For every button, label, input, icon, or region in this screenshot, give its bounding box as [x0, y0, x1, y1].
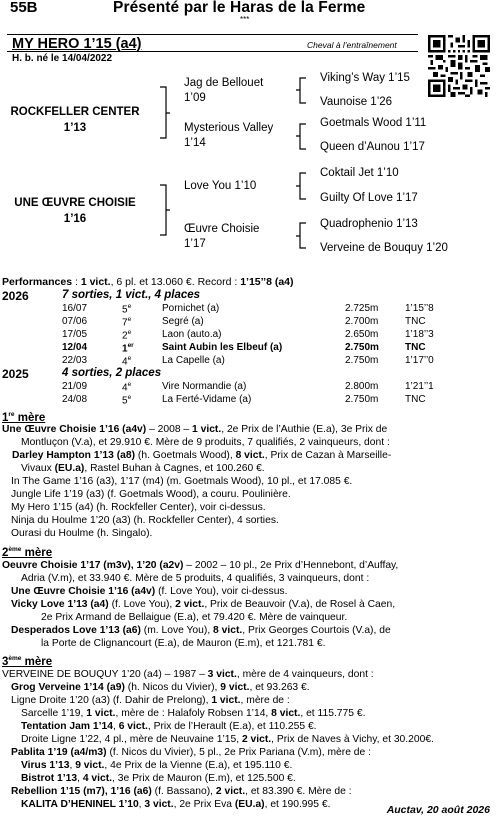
lot-number: 55B [10, 0, 38, 16]
ggp-5: Coktail Jet 1’10 [320, 167, 399, 179]
mere1-line: In The Game 1’16 (a3), 1’17 (m4) (m. Goetmals Wood), 10 pl., et 17.085 €. [11, 476, 353, 487]
performances-summary: Performances : 1 vict., 6 pl. et 13.060 €. Record : 1’15’’8 (a4) [2, 276, 294, 288]
horse-name: MY HERO 1’15 (a4) [12, 36, 142, 52]
presenter: Présenté par le Haras de la Ferme [113, 0, 366, 16]
mere1-line: My Hero 1’15 (a4) (h. Rockfeller Center), voir ci-dessus. [11, 502, 266, 513]
race-row: 17/05 2e Laon (auto.a) 2.650m 1’18’’3 [62, 329, 434, 342]
granddam-1: Mysterious Valley 1’14 [184, 122, 274, 149]
mere2-title: 2ème mère [2, 546, 53, 559]
mere2-line: la Porte de Clignancourt (E.a), de Mauron (E.m), et 121.781 €. [41, 638, 326, 649]
mere3-title: 3ème mère [2, 655, 53, 668]
mere2-line: Oeuvre Choisie 1’17 (m3v), 1’20 (a2v) – 2002 – 10 pl., 2e Prix d’Hennebont, d’Auffay, [2, 560, 399, 571]
mere2-line: Vicky Love 1’13 (a4) (f. Love You), 2 vict., Prix de Beauvoir (V.a), de Rosel à Caen, [11, 599, 396, 610]
mere3-line: Pablita 1’19 (a4/m3) (f. Nicos du Vivier), 5 pl., 2e Prix Pariana (V.m), mère de : [11, 747, 371, 758]
race-row: 24/08 5e La Ferté-Vidame (a) 2.750m TNC [62, 394, 426, 407]
mere3-line: Bistrot 1’13, 4 vict., 3e Prix de Mauron (E.m), et 125.500 €. [21, 773, 296, 784]
stars: *** [240, 15, 250, 24]
race-row-win: 12/04 1er Saint Aubin les Elbeuf (a) 2.750m TNC [62, 342, 426, 355]
mere3-line: Ligne Droite 1’20 (a3) (f. Dahir de Prelong), 1 vict., mère de : [11, 695, 290, 706]
ggp-1: Viking’s Way 1’15 [320, 72, 410, 84]
year-2026: 2026 [2, 289, 29, 303]
qr-code-icon[interactable] [428, 35, 490, 97]
mere3-line: Virus 1’13, 9 vict., 4e Prix de la Vienne (E.a), et 195.110 €. [21, 760, 293, 771]
year-2026-summary: 7 sorties, 1 vict., 4 places [62, 289, 201, 301]
mere1-line: Jungle Life 1’19 (a3) (f. Goetmals Wood), a couru. Poulinière. [11, 489, 291, 500]
mere1-line: Darley Hampton 1’13 (a8) (h. Goetmals Wood), 8 vict., Prix de Cazan à Marseille- [12, 450, 392, 461]
mere3-line: KALITA D’HENINEL 1’10, 3 vict., 2e Prix Eva (EU.a), et 190.995 €. [21, 799, 331, 810]
ggp-4: Queen d’Aunou 1’17 [320, 141, 425, 153]
race-row: 07/06 7e Segré (a) 2.700m TNC [62, 316, 426, 329]
mere1-title: 1re mère [2, 411, 46, 424]
mere3-line: Grog Verveine 1’14 (a9) (h. Nicos du Vivier), 9 vict., et 93.263 €. [11, 682, 310, 693]
footer-date: Auctav, 20 août 2026 [386, 804, 490, 816]
mere1-line: Montluçon (V.a), et 29.910 €. Mère de 9 produits, 7 qualifiés, 2 vainqueurs, dont : [21, 437, 390, 448]
mere2-line: 2e Prix Armand de Bellaigue (E.a), et 79.420 €. Mère de vainqueur. [41, 612, 348, 623]
mere3-line: Rebellion 1’15 (m7), 1’16 (a6) (f. Bassano), 2 vict., et 83.390 €. Mère de : [11, 786, 352, 797]
sire-name: ROCKFELLER CENTER [10, 106, 140, 118]
race-row: 22/03 4e La Capelle (a) 2.750m 1’17’’0 [62, 355, 434, 368]
granddam-2: Œuvre Choisie 1’17 [184, 223, 260, 250]
mere2-line: Desperados Love 1’13 (a6) (m. Love You), 8 vict., Prix Georges Courtois (V.a), de [11, 625, 391, 636]
mere1-line: Une Œuvre Choisie 1’16 (a4v) – 2008 – 1 vict., 2e Prix de l’Authie (E.a), 3e Prix de [2, 424, 388, 435]
mere1-line: Ninja du Houlme 1’20 (a3) (h. Rockfeller Center), 4 sorties. [11, 515, 279, 526]
mere3-line: VERVEINE DE BOUQUY 1’20 (a4) – 1987 – 3 vict., mère de 4 vainqueurs, dont : [2, 669, 374, 680]
mere2-line: Adria (V.m), et 33.940 €. Mère de 5 produits, 4 qualifiés, 3 vainqueurs, dont : [21, 573, 370, 584]
grandsire-2: Love You 1’10 [184, 180, 257, 192]
mere3-line: Tentation Jam 1’14, 6 vict., Prix de l’Herault (E.a), et 110.255 €. [21, 721, 317, 732]
year-2025-summary: 4 sorties, 2 places [62, 367, 162, 379]
mere3-line: Sarcelle 1’19, 1 vict., mère de : Halafoly Robsen 1’14, 8 vict., et 115.775 €. [21, 708, 366, 719]
mere1-line: Vivaux (EU.a), Rastel Buhan à Cagnes, et 100.260 €. [21, 463, 265, 474]
ggp-3: Goetmals Wood 1’11 [320, 117, 427, 129]
race-row: 16/07 5e Pornichet (a) 2.725m 1’15’’8 [62, 303, 434, 316]
year-2025: 2025 [2, 367, 29, 381]
mere3-line: Droite Ligne 1’22, 4 pl., mère de Neuvaine 1’15, 2 vict., Prix de Naves à Vichy, et 30.200€. [21, 734, 434, 745]
ggp-7: Quadrophenio 1’13 [320, 218, 418, 230]
training-status: Cheval à l’entraînement [307, 40, 397, 50]
grandsire-1: Jag de Bellouet 1’09 [184, 77, 264, 104]
dam-name: UNE ŒUVRE CHOISIE [14, 197, 136, 209]
sire-time: 1’13 [63, 122, 87, 134]
ggp-2: Vaunoise 1’26 [320, 96, 393, 108]
mere2-line: Une Œuvre Choisie 1’16 (a4v) (f. Love You), voir ci-dessus. [11, 586, 288, 597]
mere1-line: Ourasi du Houlme (h. Singalo). [11, 528, 153, 539]
birth-info: H. b. né le 14/04/2022 [12, 53, 113, 64]
race-row: 21/09 4e Vire Normandie (a) 2.800m 1’21’’1 [62, 381, 434, 394]
pedigree-braces [0, 60, 330, 260]
dam-time: 1’16 [63, 213, 87, 225]
ggp-8: Verveine de Bouquy 1’20 [320, 242, 448, 254]
ggp-6: Guilty Of Love 1’17 [320, 192, 418, 204]
